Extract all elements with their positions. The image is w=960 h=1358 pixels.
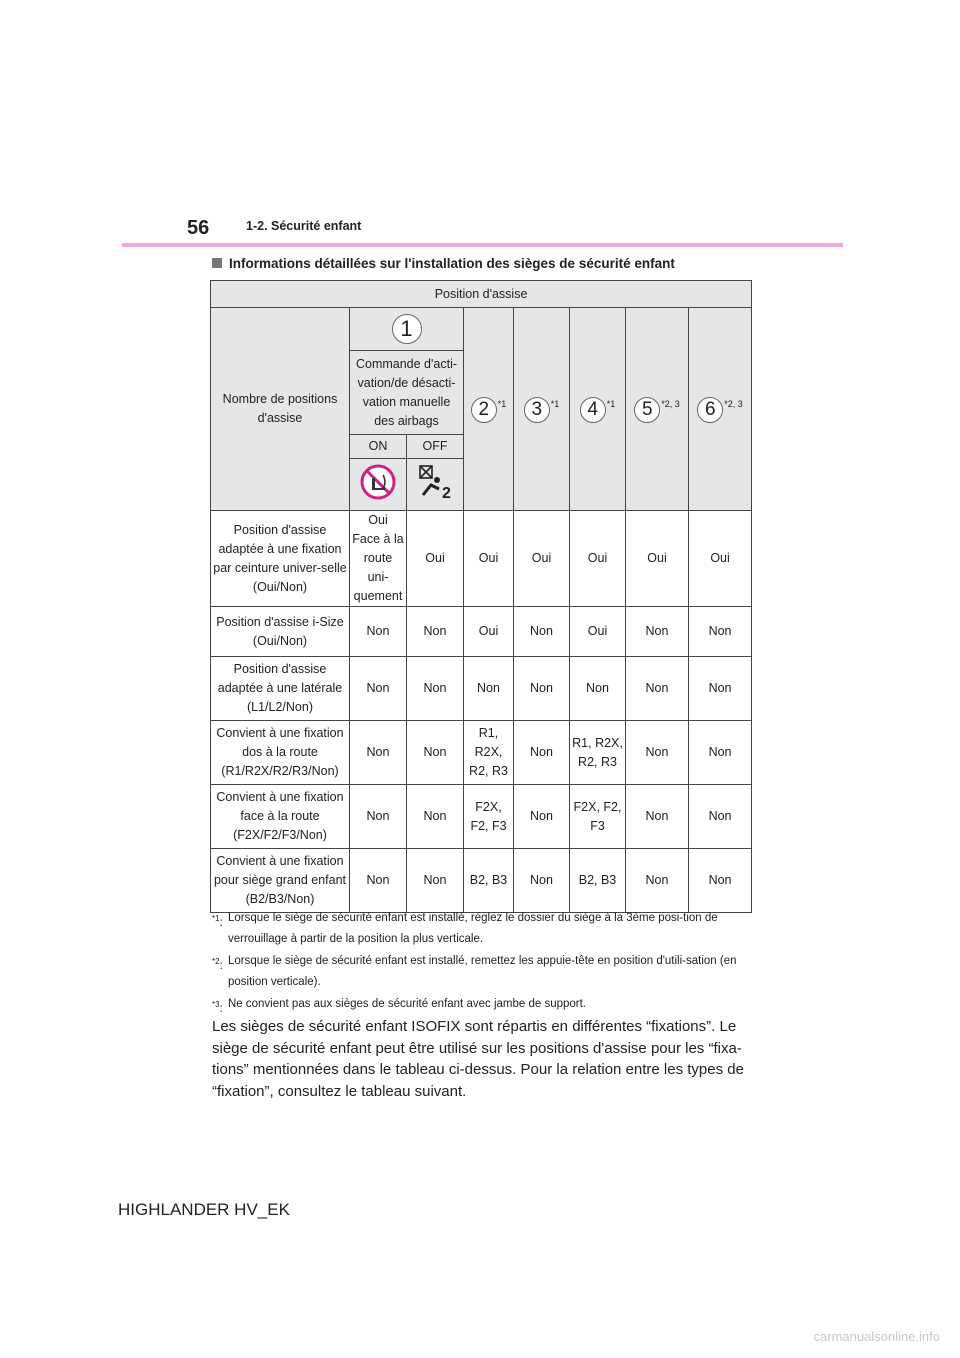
page-number: 56 — [187, 217, 210, 239]
footnote-text: Lorsque le siège de sécurité enfant est installé, remettez les appuie-tête en position d'utili-sation (en position verticale). — [228, 955, 737, 988]
table-cell: Non — [689, 721, 752, 785]
header-rule — [122, 243, 843, 247]
table-cell: Oui — [464, 511, 514, 607]
on-label: ON — [350, 435, 407, 459]
row-universal-label: Position d'assise adaptée à une fixation par ceinture univer-selle (Oui/Non) — [211, 511, 350, 607]
watermark: carmanualsonline.info — [813, 1329, 940, 1344]
isofix-paragraph: Les sièges de sécurité enfant ISOFIX sont répartis en différentes “fixations”. Le siège de sécurité enfant peut être utilisé sur les positions d'assise pour les “fixa-tions” mentionnées dans le tableau ci-dessus. Pour la relation entre les types de “fixation”, consultez le tableau suivant. — [212, 1018, 744, 1100]
table-cell: Oui — [407, 511, 464, 607]
heading-text: Informations détaillées sur l'installation des sièges de sécurité enfant — [229, 256, 675, 271]
table-heading — [212, 256, 675, 271]
seat-2-cell — [464, 308, 514, 511]
airbag-off-passenger-icon — [407, 459, 464, 511]
seat-installation-table — [210, 280, 752, 913]
row-isize-label: Position d'assise i-Size (Oui/Non) — [211, 607, 350, 657]
table-cell: Non — [626, 657, 689, 721]
table-cell: Non — [689, 607, 752, 657]
footnote-mark: *1 — [212, 914, 220, 923]
table-cell: Non — [626, 785, 689, 849]
seat-1-cell — [350, 308, 464, 351]
table-cell: Oui — [626, 511, 689, 607]
footnote-text: Lorsque le siège de sécurité enfant est installé, réglez le dossier du siège à la 3ème posi-tion de verrouillage à partir de la position la plus verticale. — [228, 912, 718, 945]
seat-number-1: 1 — [392, 314, 422, 344]
seat-number-4: 4 — [580, 397, 606, 423]
seat-4-cell — [570, 308, 626, 511]
table-cell: Non — [626, 607, 689, 657]
seat-number-2: 2 — [471, 397, 497, 423]
table-cell: Non — [689, 785, 752, 849]
table-cell: Non — [514, 657, 570, 721]
bullet-square-icon — [212, 258, 222, 268]
table-cell: Non — [689, 849, 752, 913]
table-cell: R1, R2X, R2, R3 — [570, 721, 626, 785]
table-cell: Non — [514, 849, 570, 913]
table-cell: Non — [407, 607, 464, 657]
svg-text:2: 2 — [442, 484, 451, 501]
table-cell: F2X, F2, F3 — [570, 785, 626, 849]
table-cell: Oui — [689, 511, 752, 607]
seat-2-note: *1 — [497, 399, 507, 410]
seat-6-note: *2, 3 — [724, 399, 743, 410]
seat-3-cell — [514, 308, 570, 511]
row-universal-seat1-on — [350, 511, 407, 607]
seat-3-note: *1 — [550, 399, 560, 410]
table-cell: Non — [350, 607, 407, 657]
row-booster-label: Convient à une fixation pour siège grand enfant (B2/B3/Non) — [211, 849, 350, 913]
footnote-text: Ne convient pas aux sièges de sécurité enfant avec jambe de support. — [228, 998, 586, 1010]
table-cell: Non — [514, 785, 570, 849]
table-cell: Non — [350, 657, 407, 721]
airbag-off-child-seat-icon — [350, 459, 407, 511]
table-cell: Oui — [570, 511, 626, 607]
footnote-3: $^{*3}$: Ne convient pas aux sièges de sécurité enfant avec jambe de support. — [212, 994, 752, 1020]
footnote-mark: *3 — [212, 1000, 220, 1009]
row-rear-facing-label: Convient à une fixation dos à la route (R1/R2X/R2/R3/Non) — [211, 721, 350, 785]
cell-note: Face à la route uni-quement — [352, 532, 404, 603]
table-cell: R1, R2X, R2, R3 — [464, 721, 514, 785]
position-header: Position d'assise — [211, 281, 752, 308]
seat-number-3: 3 — [524, 397, 550, 423]
seat-6-cell — [689, 308, 752, 511]
table-cell: Non — [626, 849, 689, 913]
table-cell: Non — [350, 785, 407, 849]
seat-number-6: 6 — [697, 397, 723, 423]
row-label-header: Nombre de positions d'assise — [211, 308, 350, 511]
table-cell: B2, B3 — [464, 849, 514, 913]
table-cell: Non — [407, 721, 464, 785]
section-title: 1-2. Sécurité enfant — [246, 219, 362, 233]
table-cell: Oui — [464, 607, 514, 657]
footnote-1: $^{*1}$: Lorsque le siège de sécurité enfant est installé, réglez le dossier du siège à la 3ème posi-tion de verrouillage à partir de la position la plus verticale. — [212, 908, 752, 950]
footnote-2: $^{*2}$: Lorsque le siège de sécurité enfant est installé, remettez les appuie-tête en position d'utili-sation (en position verticale). — [212, 951, 752, 993]
table-cell: Non — [689, 657, 752, 721]
table-cell: Non — [407, 657, 464, 721]
table-cell: Non — [570, 657, 626, 721]
table-cell: Non — [407, 849, 464, 913]
table-cell: Non — [350, 849, 407, 913]
table-cell: B2, B3 — [570, 849, 626, 913]
model-footer: HIGHLANDER HV_EK — [118, 1200, 290, 1219]
cell-value: Oui — [368, 513, 388, 527]
table-cell: Oui — [514, 511, 570, 607]
footnotes — [212, 908, 752, 1021]
table-cell: Oui — [570, 607, 626, 657]
table-cell: Non — [514, 607, 570, 657]
airbag-switch-label: Commande d'acti-vation/de désacti-vation manuelle des airbags — [350, 351, 464, 435]
table-cell: Non — [350, 721, 407, 785]
seat-5-note: *2, 3 — [661, 399, 680, 410]
off-label: OFF — [407, 435, 464, 459]
table-cell: Non — [626, 721, 689, 785]
seat-4-note: *1 — [606, 399, 616, 410]
seat-number-5: 5 — [634, 397, 660, 423]
row-lateral-label: Position d'assise adaptée à une latérale (L1/L2/Non) — [211, 657, 350, 721]
table-cell: Non — [464, 657, 514, 721]
footnote-mark: *2 — [212, 957, 220, 966]
table-cell: F2X, F2, F3 — [464, 785, 514, 849]
table-cell: Non — [514, 721, 570, 785]
seat-5-cell — [626, 308, 689, 511]
row-forward-facing-label: Convient à une fixation face à la route (F2X/F2/F3/Non) — [211, 785, 350, 849]
table-cell: Non — [407, 785, 464, 849]
